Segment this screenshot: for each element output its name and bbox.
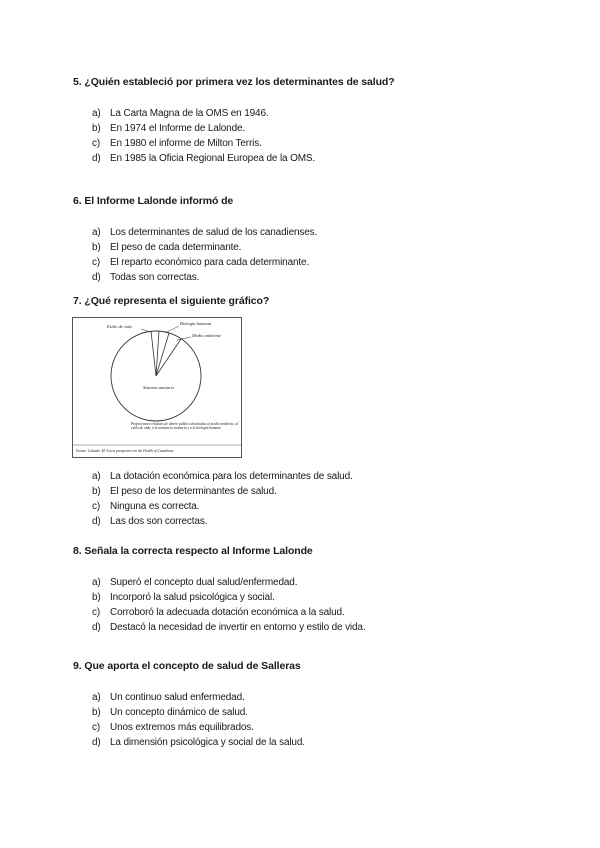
option-d [92,270,317,285]
label-sistema: Sistema sanitario [143,385,175,390]
figure-caption: Proporciones relativas de dinero público destinadas al medio ambiente, al estilo de vida, a la asistencia sanitaria y a la biología humana [131,422,239,431]
option-a [92,225,317,240]
option-c [92,605,365,620]
slice-line-estilo [151,331,156,376]
question-text: Que aporta el concepto de salud de Salleras [84,660,301,672]
label-biologia: Biología humana [180,321,212,326]
option-letter: d) [92,272,101,283]
slice-line-biologia-2 [156,333,169,376]
option-b [92,121,315,136]
health-determinants-pie-figure [72,317,242,458]
question-text: El Informe Lalonde informó de [84,195,234,207]
option-a [92,469,353,484]
question-9-options [92,690,305,750]
option-letter: c) [92,138,101,149]
option-d [92,151,315,166]
option-text: La Carta Magna de la OMS en 1946. [110,108,269,119]
question-7-options [92,469,353,529]
option-text: El peso de cada determinante. [110,242,242,253]
option-text: La dotación económica para los determinantes de salud. [110,471,353,482]
question-text: Señala la correcta respecto al Informe Lalonde [84,545,313,557]
option-text: Unos extremos más equilibrados. [110,722,254,733]
option-letter: b) [92,486,101,497]
option-letter: b) [92,592,101,603]
option-text: Los determinantes de salud de los canadienses. [110,227,318,238]
option-letter: d) [92,153,101,164]
option-c [92,720,305,735]
option-letter: a) [92,227,101,238]
option-letter: a) [92,577,101,588]
question-8-options [92,575,365,635]
option-b [92,484,353,499]
option-letter: a) [92,108,101,119]
option-d [92,514,353,529]
option-text: Un continuo salud enfermedad. [110,692,245,703]
option-d [92,620,365,635]
question-6-title [73,195,233,207]
option-letter: a) [92,692,101,703]
option-b [92,705,305,720]
option-text: En 1980 el informe de Milton Terris. [110,138,262,149]
option-letter: c) [92,501,101,512]
question-8-title [73,545,313,557]
question-text: ¿Quién estableció por primera vez los determinantes de salud? [84,76,395,88]
option-text: El reparto económico para cada determinante. [110,257,310,268]
option-text: Las dos son correctas. [110,516,208,527]
figure-source: Fuente: Lalonde, M. A new perspective on the Health of Canadians. [76,449,174,453]
option-letter: d) [92,516,101,527]
option-b [92,590,365,605]
question-5-options [92,106,315,166]
option-b [92,240,317,255]
label-medio: Medio ambiente [192,333,222,338]
question-number: 7. [73,295,82,307]
option-c [92,136,315,151]
option-text: Destacó la necesidad de invertir en entorno y estilo de vida. [110,622,366,633]
question-5-title [73,76,395,88]
caption-box [131,422,239,444]
option-letter: c) [92,257,101,268]
leader-estilo [141,329,151,332]
question-text: ¿Qué representa el siguiente gráfico? [84,295,270,307]
option-c [92,255,317,270]
option-text: Superó el concepto dual salud/enfermedad. [110,577,298,588]
option-letter: b) [92,123,101,134]
question-6-options [92,225,317,285]
option-letter: c) [92,607,101,618]
option-text: Ninguna es correcta. [110,501,200,512]
slice-line-medio [156,339,181,376]
option-text: Un concepto dinámico de salud. [110,707,248,718]
option-text: En 1985 la Oficia Regional Europea de la OMS. [110,153,316,164]
option-text: En 1974 el Informe de Lalonde. [110,123,246,134]
option-letter: d) [92,737,101,748]
option-a [92,575,365,590]
option-letter: b) [92,707,101,718]
option-letter: d) [92,622,101,633]
option-d [92,735,305,750]
question-7-title [73,295,269,307]
option-text: Incorporó la salud psicológica y social. [110,592,275,603]
option-text: Todas son correctas. [110,272,200,283]
option-text: El peso de los determinantes de salud. [110,486,277,497]
question-number: 9. [73,660,82,672]
option-text: La dimensión psicológica y social de la salud. [110,737,305,748]
question-number: 6. [73,195,82,207]
option-letter: a) [92,471,101,482]
label-estilo: Estilo de vida [107,324,132,329]
slice-line-biologia-1 [156,331,159,376]
question-9-title [73,660,301,672]
question-number: 8. [73,545,82,557]
option-letter: c) [92,722,101,733]
question-number: 5. [73,76,82,88]
pie-chart [73,318,241,457]
leader-biologia [165,326,179,333]
option-a [92,106,315,121]
option-a [92,690,305,705]
option-letter: b) [92,242,101,253]
option-c [92,499,353,514]
option-text: Corroboró la adecuada dotación económica a la salud. [110,607,345,618]
